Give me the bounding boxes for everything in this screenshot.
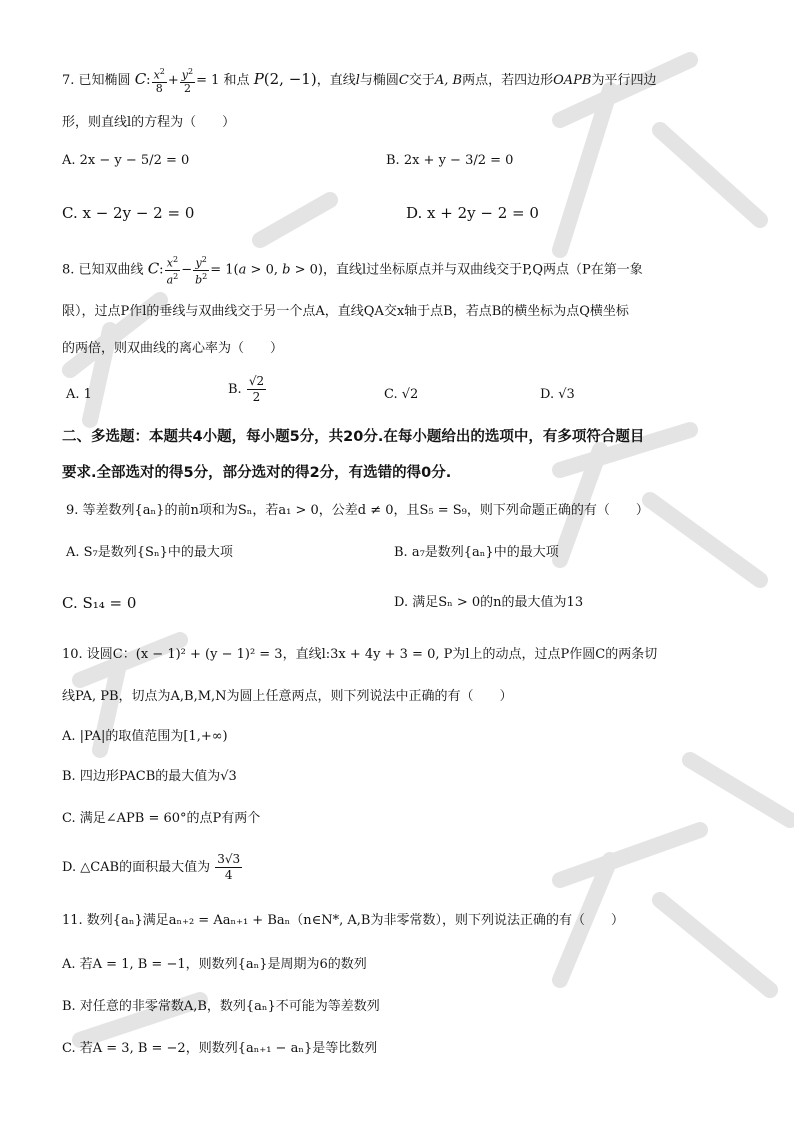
q10-option-c: C. 满足∠APB = 60°的点P有两个 bbox=[62, 811, 261, 826]
q8-stem-line3: 的两倍，则双曲线的离心率为（ ） bbox=[62, 341, 284, 356]
q7-option-c: C. x − 2y − 2 = 0 bbox=[62, 204, 195, 222]
q8-stem-line1: 8. 已知双曲线 C: $\frac{x^2}{a^2}$ − $\frac{y^2}{b^2}$ = 1(a > 0, b > 0)，直线l过坐标原点并与双曲线交于P,Q两点（P在第一象 bbox=[62, 255, 643, 287]
section2-heading-line2: 要求.全部选对的得5分，部分选对的得2分，有选错的得0分. bbox=[62, 465, 452, 481]
q11-stem: 11. 数列{aₙ}满足aₙ₊₂ = Aaₙ₊₁ + Baₙ（n∈N*, A,B为非零常数），则下列说法正确的有（ ） bbox=[62, 913, 624, 928]
q7-option-a: A. 2x − y − 5/2 = 0 bbox=[62, 153, 190, 168]
q11-option-c: C. 若A = 3, B = −2，则数列{aₙ₊₁ − aₙ}是等比数列 bbox=[62, 1041, 378, 1056]
q7-stem-line1: 7. 已知椭圆 C: $\frac{x^2}{8}$ + $\frac{y^2}{2}$ = 1 和点 P(2, −1)，直线l与椭圆C交于A, B两点，若四边形OAPB为平行四边 bbox=[62, 67, 657, 95]
q10-option-a: A. |PA|的取值范围为[1,+∞) bbox=[62, 729, 228, 744]
q8-option-b: B. $\frac{√2}{2}$ bbox=[228, 374, 265, 404]
q10-stem-line2: 线PA, PB，切点为A,B,M,N为圆上任意两点，则下列说法中正确的有（ ） bbox=[62, 689, 513, 704]
q10-option-d: D. △CAB的面积最大值为 $\frac{3√3}{4}$ bbox=[62, 852, 241, 882]
q8-option-d: D. √3 bbox=[540, 387, 575, 402]
q7-option-b: B. 2x + y − 3/2 = 0 bbox=[386, 153, 514, 168]
q10-option-b: B. 四边形PACB的最大值为√3 bbox=[62, 769, 237, 784]
q9-option-c: C. S₁₄ = 0 bbox=[62, 594, 137, 612]
section2-heading-line1: 二、多选题：本题共4小题，每小题5分，共20分.在每小题给出的选项中，有多项符合题目 bbox=[62, 429, 645, 445]
q8-stem-line2: 限），过点P作l的垂线与双曲线交于另一个点A，直线QA交x轴于点B，若点B的横坐标为点Q横坐标 bbox=[62, 304, 629, 319]
q9-option-a: A. S₇是数列{Sₙ}中的最大项 bbox=[66, 545, 233, 560]
q7-option-d: D. x + 2y − 2 = 0 bbox=[406, 204, 539, 222]
q11-option-b: B. 对任意的非零常数A,B，数列{aₙ}不可能为等差数列 bbox=[62, 999, 380, 1014]
q9-option-b: B. a₇是数列{aₙ}中的最大项 bbox=[394, 545, 559, 560]
q7-text-a: 7. 已知椭圆 bbox=[62, 72, 131, 88]
q9-option-d: D. 满足Sₙ > 0的n的最大值为13 bbox=[394, 595, 584, 610]
q7-text-b: 和点 bbox=[223, 72, 250, 88]
q7-stem-line2: 形，则直线l的方程为（ ） bbox=[62, 115, 236, 130]
q10-stem-line1: 10. 设圆C：(x − 1)² + (y − 1)² = 3，直线l:3x + 4y + 3 = 0, P为l上的动点，过点P作圆C的两条切 bbox=[62, 647, 658, 662]
q8-option-c: C. √2 bbox=[384, 387, 419, 402]
q11-option-a: A. 若A = 1, B = −1，则数列{aₙ}是周期为6的数列 bbox=[62, 957, 367, 972]
q9-stem: 9. 等差数列{aₙ}的前n项和为Sₙ，若a₁ > 0，公差d ≠ 0，且S₅ = S₉，则下列命题正确的有（ ） bbox=[66, 503, 649, 518]
q8-option-a: A. 1 bbox=[66, 387, 92, 402]
